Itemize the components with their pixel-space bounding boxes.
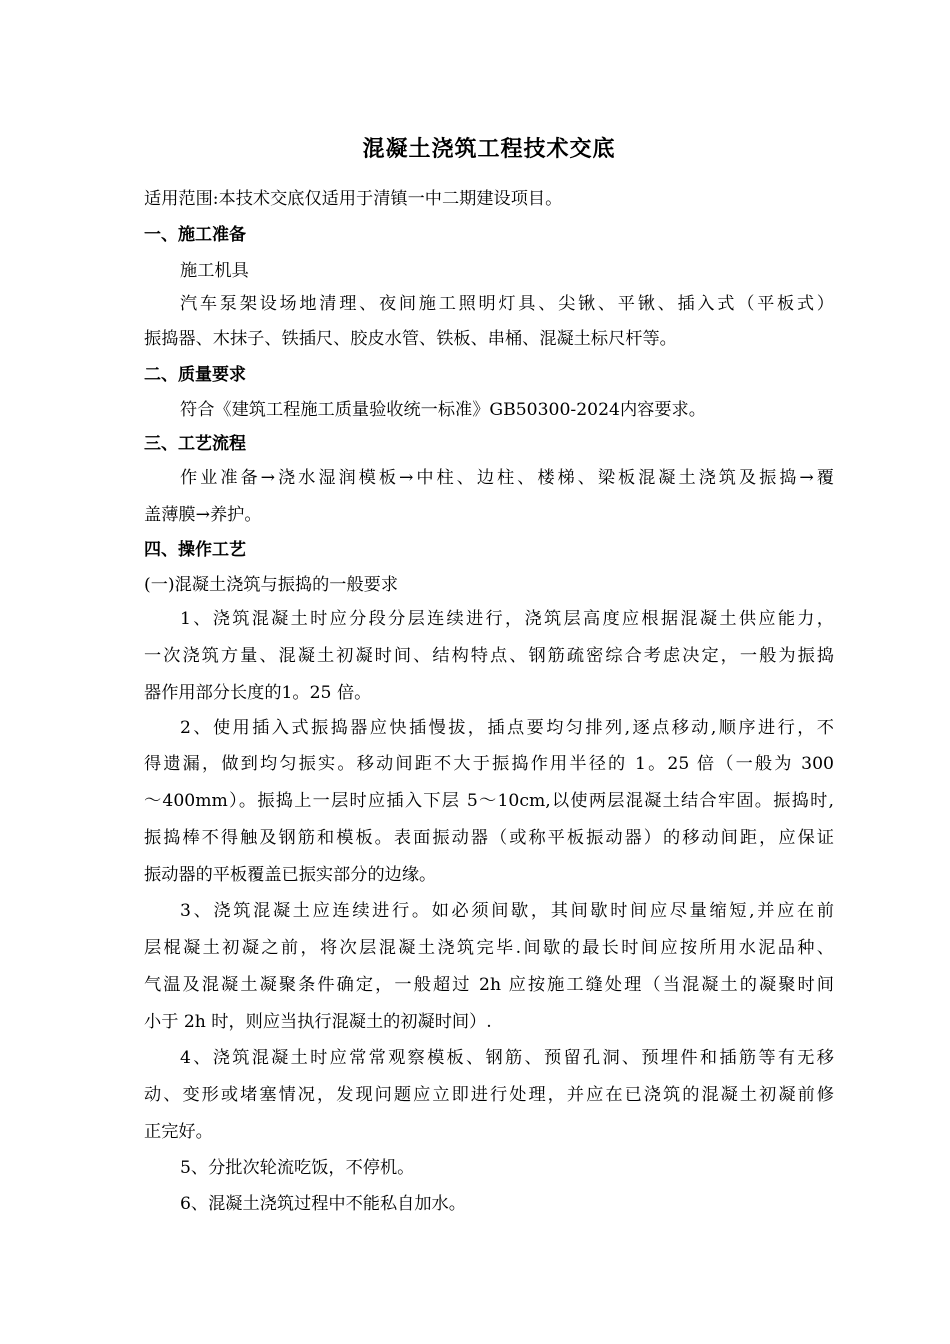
paragraph-line: 振动器的平板覆盖已振实部分的边缘。 <box>144 865 437 885</box>
paragraph-line: 符合《建筑工程施工质量验收统一标准》GB50300-2024内容要求。 <box>180 400 706 420</box>
paragraph-line: 振捣棒不得触及钢筋和模板。表面振动器（或称平板振动器）的移动间距，应保证 <box>144 828 834 848</box>
paragraph-line: 小于 2h 时，则应当执行混凝土的初凝时间）. <box>144 1012 492 1032</box>
paragraph-line: 气温及混凝土凝聚条件确定，一般超过 2h 应按施工缝处理（当混凝土的凝聚时间 <box>144 975 834 995</box>
paragraph-line: 作业准备→浇水湿润模板→中柱、边柱、楼梯、梁板混凝土浇筑及振捣→覆 <box>180 468 834 488</box>
section-heading-quality: 二、质量要求 <box>144 365 246 385</box>
paragraph-line: 2、使用插入式振捣器应快插慢拔，插点要均匀排列,逐点移动,顺序进行，不 <box>180 718 834 738</box>
section-heading-preparation: 一、施工准备 <box>144 225 246 245</box>
section-heading-process: 三、工艺流程 <box>144 434 246 454</box>
paragraph-line: 层棍凝土初凝之前，将次层混凝土浇筑完毕.间歇的最长时间应按所用水泥品种、 <box>144 938 834 958</box>
paragraph-line: 盖薄膜→养护。 <box>144 505 262 525</box>
paragraph-line: 动、变形或堵塞情况，发现问题应立即进行处理，并应在已浇筑的混凝土初凝前修 <box>144 1085 834 1105</box>
paragraph-line: 3、浇筑混凝土应连续进行。如必须间歇，其间歇时间应尽量缩短,并应在前 <box>180 901 834 921</box>
paragraph-line: 器作用部分长度的1。25 倍。 <box>144 683 372 703</box>
paragraph-line: 正完好。 <box>144 1122 213 1142</box>
paragraph-line: 一次浇筑方量、混凝土初凝时间、结构特点、钢筋疏密综合考虑决定，一般为振捣 <box>144 646 834 666</box>
subheading-general-requirements: (一)混凝土浇筑与振捣的一般要求 <box>144 575 399 595</box>
paragraph-line: ～400mm）。振捣上一层时应插入下层 5～10cm,以使两层混凝土结合牢固。振捣时, <box>144 791 834 811</box>
paragraph-line: 振捣器、木抹子、铁插尺、胶皮水管、铁板、串桶、混凝土标尺杆等。 <box>144 329 677 349</box>
document-title: 混凝土浇筑工程技术交底 <box>362 137 616 162</box>
paragraph-line: 1、浇筑混凝土时应分段分层连续进行，浇筑层高度应根据混凝土供应能力， <box>180 609 834 629</box>
paragraph-line: 6、混凝土浇筑过程中不能私自加水。 <box>180 1194 466 1214</box>
paragraph-line: 汽车泵架设场地清理、夜间施工照明灯具、尖锹、平锹、插入式（平板式） <box>180 294 834 314</box>
paragraph-line: 得遗漏，做到均匀振实。移动间距不大于振捣作用半径的 1。25 倍（一般为 300 <box>144 754 834 774</box>
subheading-equipment: 施工机具 <box>180 261 249 281</box>
scope-text: 适用范围:本技术交底仅适用于清镇一中二期建设项目。 <box>144 189 563 209</box>
section-heading-operation: 四、操作工艺 <box>144 540 246 560</box>
paragraph-line: 5、分批次轮流吃饭，不停机。 <box>180 1158 415 1178</box>
paragraph-line: 4、浇筑混凝土时应常常观察模板、钢筋、预留孔洞、预埋件和插筋等有无移 <box>180 1048 834 1068</box>
